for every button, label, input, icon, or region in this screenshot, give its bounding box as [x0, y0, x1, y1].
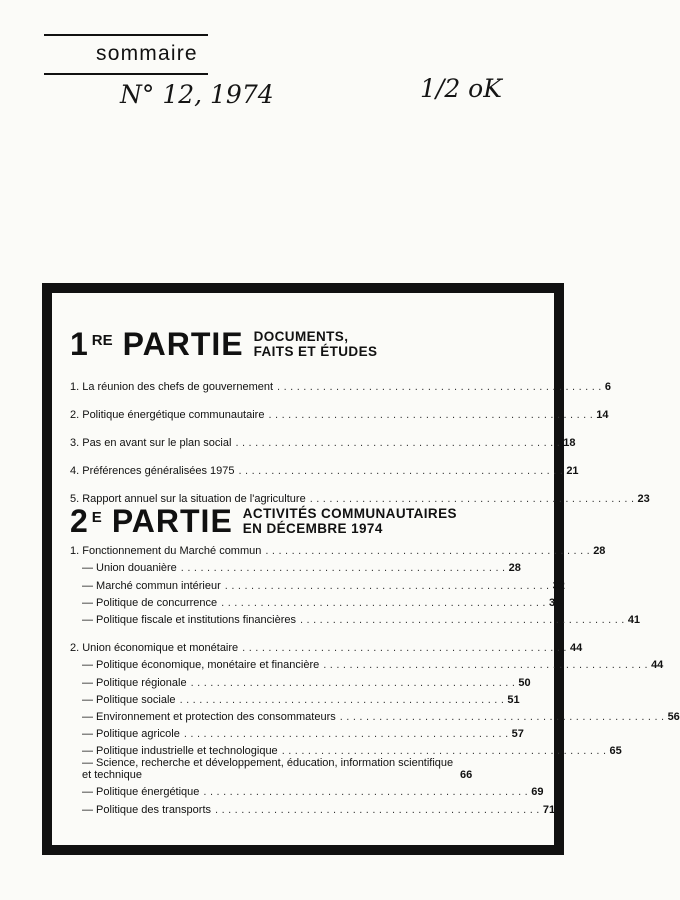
part1-word: PARTIE	[122, 326, 244, 362]
list-item: — Politique fiscale et institutions financières .................................................. 41	[82, 613, 641, 626]
part2-subtitle	[243, 506, 457, 536]
part2-subtitle-line2: EN DÉCEMBRE 1974	[242, 521, 383, 536]
list-item: — Politique régionale .................................................. 50	[82, 676, 531, 689]
part2-superscript: E	[91, 509, 102, 526]
page-title: sommaire	[96, 42, 198, 65]
part2-word: PARTIE	[111, 503, 233, 539]
list-item: 2. Politique énergétique communautaire .................................................. 14	[70, 409, 609, 421]
list-item: — Politique de concurrence .................................................. 34	[82, 596, 562, 609]
list-item: — Union douanière .................................................. 28	[82, 562, 521, 575]
part1-list	[70, 373, 650, 505]
part1-superscript: RE	[91, 332, 113, 349]
list-item: — Politique énergétique .................................................. 69	[82, 786, 544, 799]
list-item: 4. Préférences généralisées 1975 .................................................. 21	[70, 465, 579, 477]
list-item: 5. Rapport annuel sur la situation de l'agriculture .................................................. 23	[70, 493, 650, 505]
top-rule	[44, 34, 208, 36]
part1-number: 1	[70, 326, 88, 362]
bottom-rule	[44, 73, 208, 75]
list-item: — Politique des transports .................................................. 71	[82, 803, 556, 816]
part2-subtitle-line1: ACTIVITÉS COMMUNAUTAIRES	[242, 506, 457, 521]
part2-number: 2	[70, 503, 88, 539]
part2-list	[70, 540, 680, 816]
part2-heading	[70, 505, 457, 537]
list-item: — Politique agricole .................................................. 57	[82, 728, 524, 741]
part1-subtitle	[254, 329, 378, 359]
section-heading: 2. Union économique et monétaire .................................................. 44	[70, 642, 583, 655]
list-item: 1. La réunion des chefs de gouvernement .................................................. 6	[70, 381, 611, 393]
handwritten-mark: 1/2 oK	[420, 74, 502, 103]
list-item: — Politique sociale .................................................. 51	[82, 693, 520, 706]
list-item: — Science, recherche et développement, éducation, information scientifique et technique 66	[82, 757, 473, 782]
list-item: — Environnement et protection des consommateurs .................................................. 56	[82, 710, 680, 723]
section-heading: 1. Fonctionnement du Marché commun .................................................. 28	[70, 545, 606, 558]
part1-subtitle-line1: DOCUMENTS,	[253, 329, 349, 344]
list-item: — Politique économique, monétaire et financière .................................................. 44	[82, 659, 664, 672]
handwritten-issue-note: N° 12, 1974	[120, 80, 274, 109]
list-item: — Marché commun intérieur .................................................. 32	[82, 579, 565, 592]
part1-heading	[70, 328, 377, 360]
list-item: 3. Pas en avant sur le plan social .................................................. 18	[70, 437, 576, 449]
list-item: — Politique industrielle et technologique .................................................. 65	[82, 745, 622, 758]
part1-subtitle-line2: FAITS ET ÉTUDES	[253, 344, 378, 359]
